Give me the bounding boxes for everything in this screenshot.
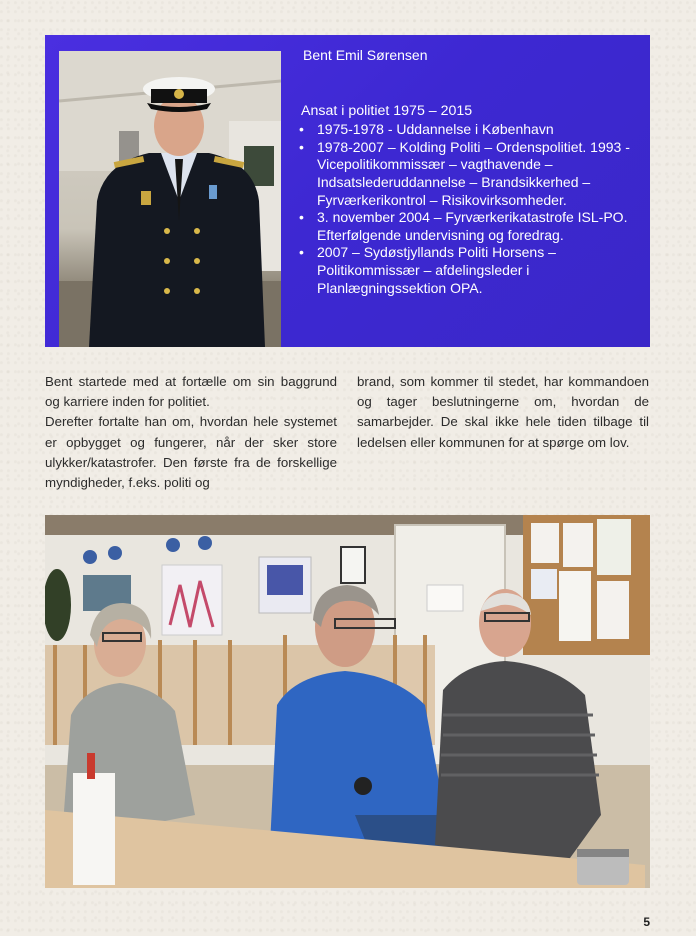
slide-list-item: • 1978-2007 – Kolding Politi – Ordenspolitiet. 1993 - Vicepolitikommissær – vagthavende – Indsatslederuddannelse – Brandsikkerhed – Fyrværkerikontrol – Risikovirksomheder. [295, 139, 647, 209]
presentation-slide-photo [45, 35, 650, 347]
officer-portrait [59, 51, 281, 347]
article-paragraph: Derefter fortalte han om, hvordan hele systemet er opbygget og fungerer, når der sker store ulykker/katastrofer. Den første fra de forskellige myndigheder, f.eks. politi og [45, 414, 337, 491]
slide-list-item: • 1975-1978 - Uddannelse i København [295, 121, 647, 139]
article-column-left [45, 372, 337, 493]
article-paragraph: brand, som kommer til stedet, har kommandoen og tager beslutningerne om, hvordan de samarbejder. De skal ikke hele tiden tilbage til ledelsen eller kommunen for at spørge om lov. [357, 374, 649, 450]
page-number: 5 [643, 915, 650, 929]
slide-text-block [295, 47, 647, 297]
slide-name-heading: Bent Emil Sørensen [303, 47, 428, 63]
slide-career-list [295, 121, 647, 297]
slide-list-item: • 2007 – Sydøstjyllands Politi Horsens – Politikommissær – afdelingsleder i Planlægningssektion OPA. [295, 244, 647, 297]
slide-subtitle: Ansat i politiet 1975 – 2015 [301, 102, 473, 119]
article-column-right [357, 372, 649, 453]
slide-list-item: • 3. november 2004 – Fyrværkerikatastrofe ISL-PO. Efterfølgende undervisning og foredrag. [295, 209, 647, 244]
article-paragraph: Bent startede med at fortælle om sin baggrund og karriere inden for politiet. [45, 374, 337, 410]
audience-photo [45, 515, 650, 888]
